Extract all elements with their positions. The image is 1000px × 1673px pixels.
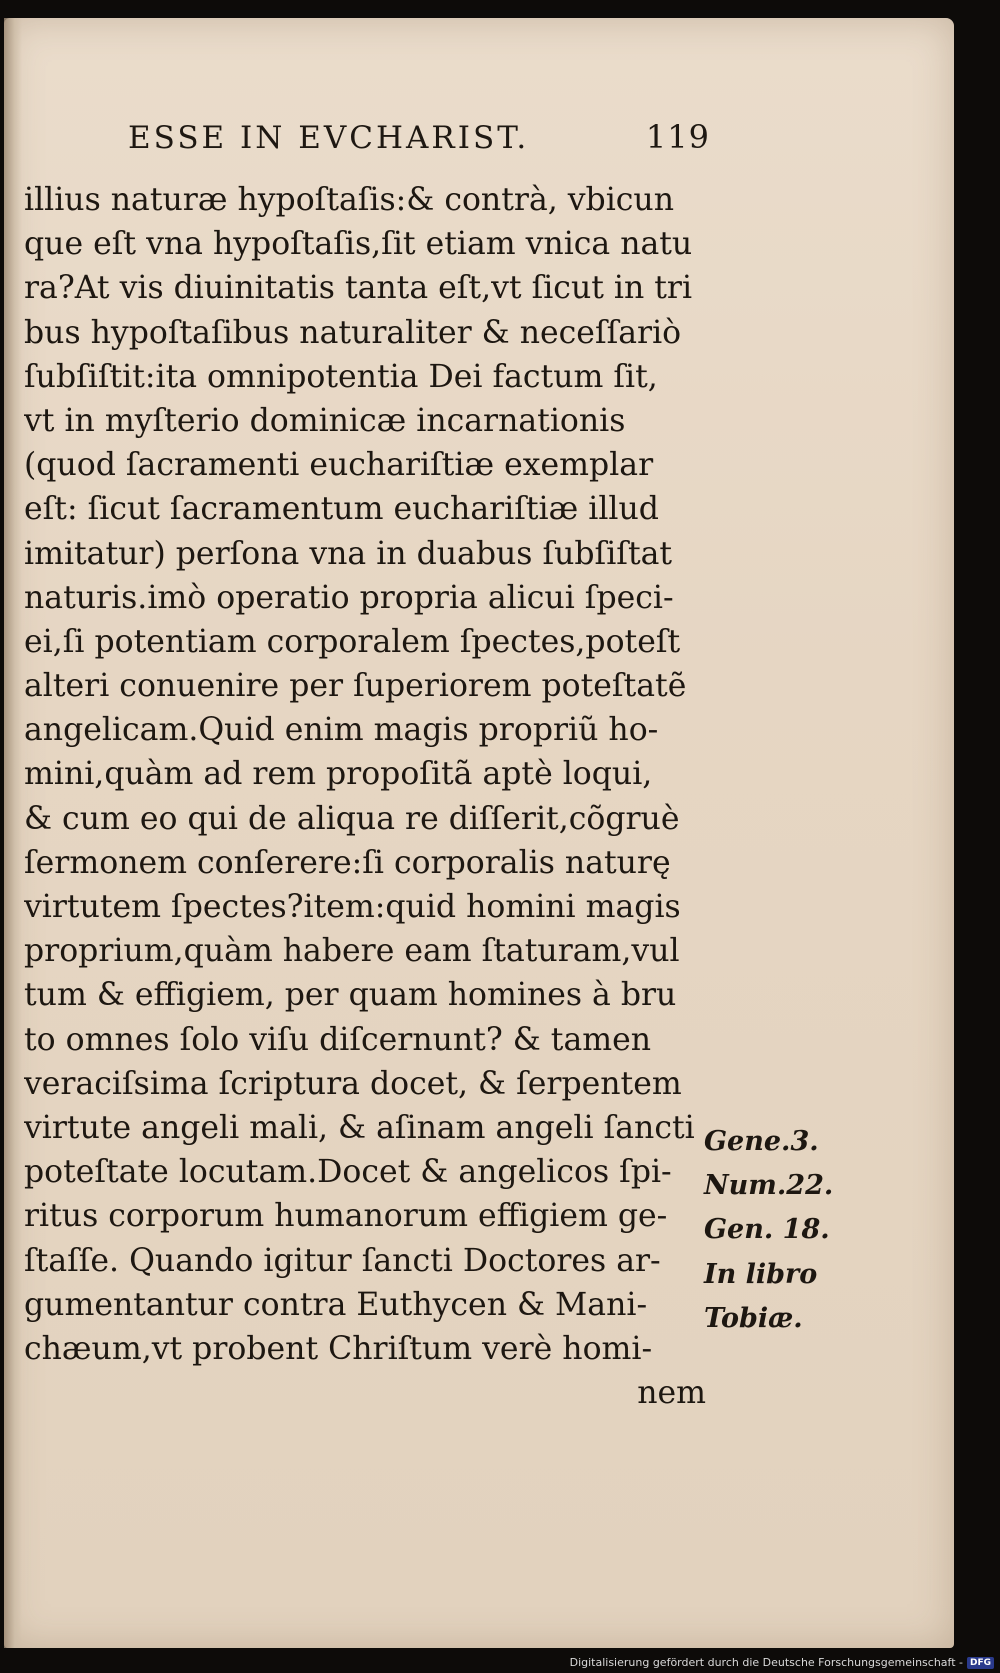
text-line: gumentantur contra Euthycen & Mani-: [24, 1286, 648, 1323]
text-line: ſubſiſtit:ita omnipotentia Dei factum ſit,: [24, 358, 658, 395]
text-line: ſtaſſe. Quando igitur ſancti Doctores ar-: [24, 1242, 661, 1279]
text-line: ritus corporum humanorum effigiem ge-: [24, 1198, 668, 1235]
text-line: tum & effigiem, per quam homines à bru: [24, 977, 677, 1014]
marginal-references: [704, 1120, 834, 1341]
page-spine-shadow: [4, 18, 22, 1648]
margin-note: In libro: [704, 1258, 818, 1290]
running-title: ESSE IN EVCHARIST.: [128, 120, 530, 156]
text-line: illius naturæ hypoſtaſis:& contrà, vbicun: [24, 182, 674, 218]
text-line: & cum eo qui de aliqua re diſſerit,cõgruè: [24, 800, 680, 837]
margin-note: Num.22.: [704, 1170, 834, 1202]
text-line: ei,ſi potentiam corporalem ſpectes,poteſt: [24, 623, 681, 660]
text-line: angelicam.Quid enim magis propriũ ho-: [24, 712, 659, 749]
margin-note: Gen. 18.: [704, 1214, 830, 1246]
text-line: ra?At vis diuinitatis tanta eſt,vt ſicut in tri: [24, 270, 693, 307]
main-text-block: [24, 178, 706, 1415]
text-line: poteſtate locutam.Docet & angelicos ſpi-: [24, 1154, 672, 1191]
text-line: virtutem ſpectes?item:quid homini magis: [24, 889, 681, 925]
digitization-credit: [570, 1656, 994, 1669]
margin-note: Tobiæ.: [704, 1302, 803, 1334]
page-number: 119: [645, 118, 710, 156]
margin-note: Gene.3.: [704, 1126, 819, 1157]
text-line: to omnes ſolo viſu diſcernunt? & tamen: [24, 1021, 652, 1058]
text-line: (quod ſacramenti euchariſtiæ exemplar: [24, 447, 654, 484]
text-line: proprium,quàm habere eam ſtaturam,vul: [24, 933, 680, 970]
text-line: vt in myſterio dominicæ incarnationis: [24, 402, 626, 439]
credit-text: Digitalisierung gefördert durch die Deutsche Forschungsgemeinschaft -: [569, 1656, 963, 1669]
text-line: veraciſsima ſcriptura docet, & ſerpentem: [24, 1065, 682, 1102]
text-line: imitatur) perſona vna in duabus ſubſiſtat: [24, 535, 673, 572]
dfg-logo-icon: DFG: [967, 1657, 994, 1669]
text-line: virtute angeli mali, & aſinam angeli ſancti: [24, 1109, 695, 1146]
catchword: nem: [637, 1375, 706, 1412]
text-line: mini,quàm ad rem propoſitã aptè loqui,: [24, 756, 653, 793]
running-header: [128, 118, 710, 156]
text-line: ſermonem conſerere:ſi corporalis naturę: [24, 844, 671, 881]
text-line: bus hypoſtaſibus naturaliter & neceſſariò: [24, 314, 682, 351]
text-line: alteri conuenire per ſuperiorem poteſtatẽ: [24, 668, 687, 705]
text-line: que eſt vna hypoſtaſis,ſit etiam vnica natu: [24, 226, 693, 263]
text-line: chæum,vt probent Chriſtum verè homi-: [24, 1330, 653, 1367]
text-line: eſt: ſicut ſacramentum euchariſtiæ illud: [24, 491, 659, 528]
text-line: naturis.imò operatio propria alicui ſpeci-: [24, 579, 674, 616]
